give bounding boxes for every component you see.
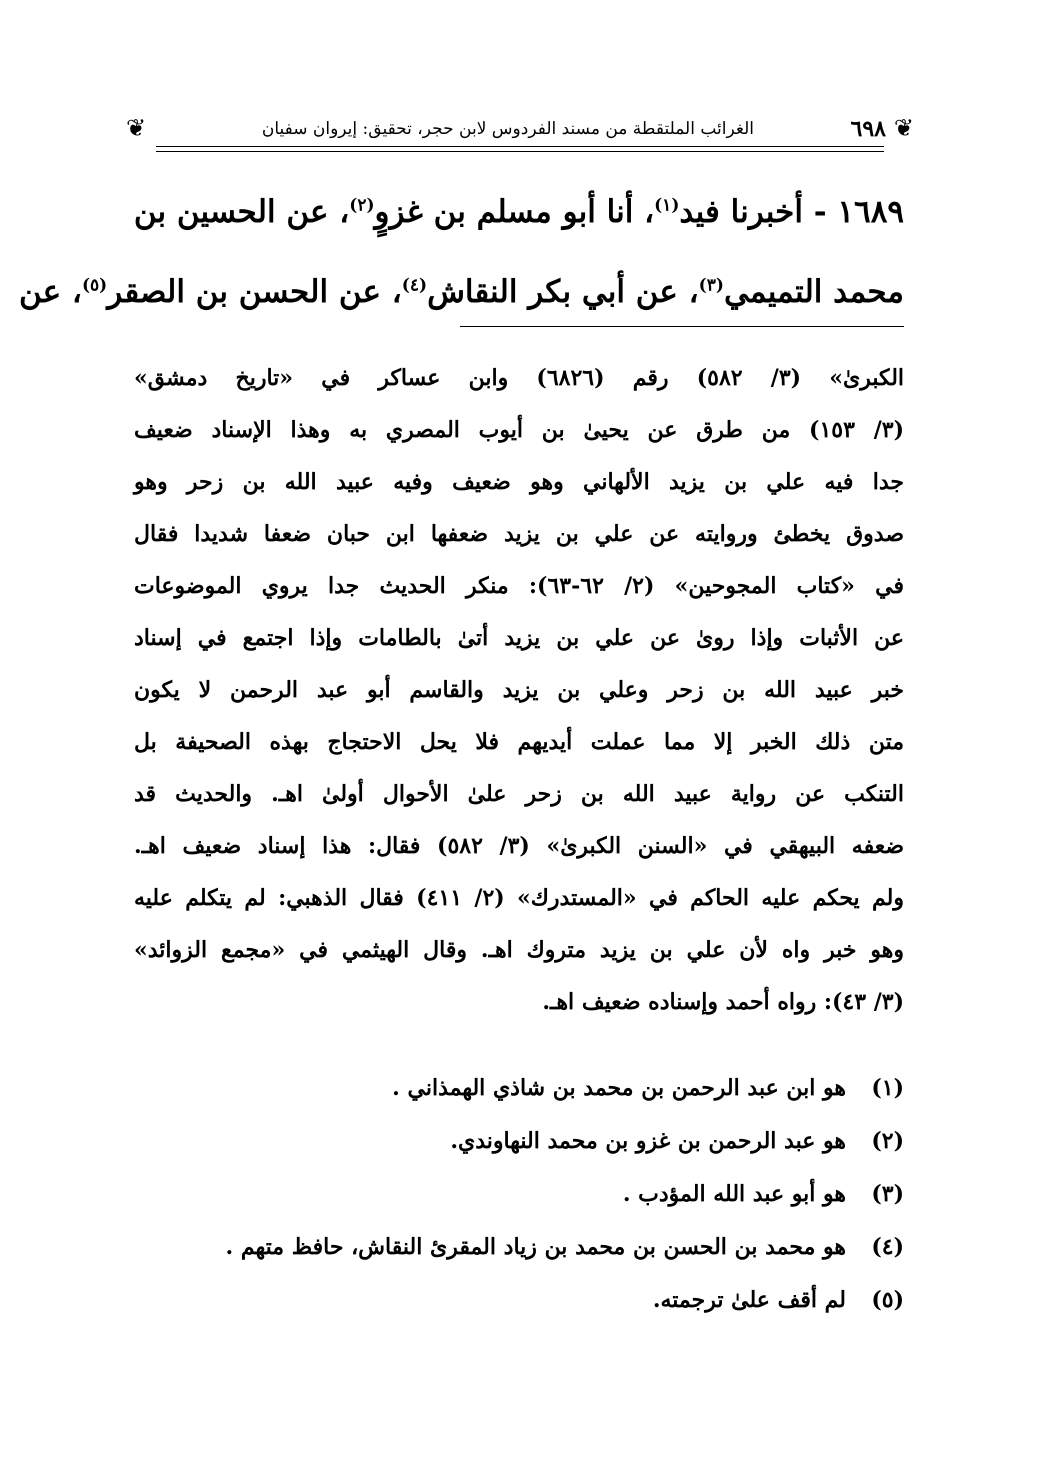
continuation-line: ضعفه البيهقي في «السنن الكبرىٰ» (٣/ ٥٨٢) فقال: هذا إسناد ضعيف اهـ. <box>134 833 904 859</box>
hadith-text <box>19 172 904 332</box>
hadith-text-segment: ١٦٨٩ - أخبرنا فيد <box>679 194 904 230</box>
running-title: الغرائب الملتقطة من مسند الفردوس لابن حجر، تحقيق: إيروان سفيان <box>261 119 754 139</box>
footnote-number: (٢) <box>871 1128 904 1154</box>
header-rule <box>156 146 884 147</box>
continuation-line: صدوق يخطئ وروايته عن علي بن يزيد ضعفها ابن حبان ضعفا شديدا فقال <box>134 521 904 547</box>
footnote-number: (٣) <box>871 1181 904 1207</box>
footnote-number: (١) <box>871 1075 904 1101</box>
continuation-line: متن ذلك الخبر إلا مما عملت أيديهم فلا يحل الاحتجاج بهذه الصحيفة بل <box>134 729 904 755</box>
hadith-line <box>134 172 904 252</box>
footnote-marker: (١) <box>654 195 680 216</box>
continuation-line: وهو خبر واه لأن علي بن يزيد متروك اهـ. وقال الهيثمي في «مجمع الزوائد» <box>134 937 904 963</box>
footnote-item <box>134 1221 904 1274</box>
continuation-line: الكبرىٰ» (٣/ ٥٨٢) رقم (٦٨٢٦) وابن عساكر في «تاريخ دمشق» <box>134 365 905 391</box>
footnote-continuation <box>134 352 904 1028</box>
continuation-line: (٣/ ١٥٣) من طرق عن يحيىٰ بن أيوب المصري به وهذا الإسناد ضعيف <box>134 417 904 443</box>
continuation-line: جدا فيه علي بن يزيد الألهاني وهو ضعيف وفيه عبيد الله بن زحر وهو <box>134 469 904 495</box>
continuation-line: عن الأثبات وإذا روىٰ عن علي بن يزيد أتىٰ بالطامات وإذا اجتمع في إسناد <box>134 625 904 651</box>
footnote-text: هو ابن عبد الرحمن بن محمد بن شاذي الهمذاني . <box>392 1075 846 1101</box>
hadith-text-segment: محمد التميمي <box>723 274 904 310</box>
footnote-marker: (٣) <box>698 275 724 296</box>
hadith-text-segment: ، أنا أبو مسلم بن غزوٍ <box>374 194 655 230</box>
hadith-line <box>19 252 904 332</box>
hadith-text-segment: ، عن الحسين بن <box>133 194 350 230</box>
page-number: ٦٩٨ <box>850 116 886 142</box>
continuation-line: ولم يحكم عليه الحاكم في «المستدرك» (٢/ ٤١١) فقال الذهبي: لم يتكلم عليه <box>134 885 904 911</box>
running-header <box>126 112 914 158</box>
footnote-marker: (٢) <box>349 195 375 216</box>
footnote-item <box>134 1062 904 1115</box>
footnote-text: هو محمد بن الحسن بن محمد بن زياد المقرئ النقاش، حافظ متهم . <box>225 1234 846 1260</box>
footnote-number: (٥) <box>871 1287 904 1313</box>
footnote-item <box>134 1168 904 1221</box>
footnote-number: (٤) <box>871 1234 904 1260</box>
continuation-line: في «كتاب المجوحين» (٢/ ٦٢-٦٣): منكر الحديث جدا يروي الموضوعات <box>134 573 904 599</box>
footnotes <box>134 1062 904 1327</box>
header-rule <box>156 151 884 152</box>
floral-ornament-icon: ❦ <box>126 114 147 142</box>
footnote-marker: (٤) <box>401 275 428 296</box>
footnote-text: لم أقف علىٰ ترجمته. <box>652 1287 846 1313</box>
footnote-item <box>134 1274 904 1327</box>
continuation-line: (٣/ ٤٣): رواه أحمد وإسناده ضعيف اهـ. <box>542 989 904 1015</box>
continuation-line: خبر عبيد الله بن زحر وعلي بن يزيد والقاسم أبو عبد الرحمن لا يكون <box>134 677 904 703</box>
hadith-text-segment: ، عن أبي بكر النقاش <box>427 274 699 310</box>
floral-ornament-icon: ❦ <box>893 114 914 142</box>
footnote-text: هو أبو عبد الله المؤدب . <box>622 1181 846 1207</box>
footnote-item <box>134 1115 904 1168</box>
hadith-text-segment: ، عن <box>19 274 82 310</box>
footnote-text: هو عبد الرحمن بن غزو بن محمد النهاوندي. <box>450 1128 846 1154</box>
continuation-line: التنكب عن رواية عبيد الله بن زحر علىٰ الأحوال أولىٰ اهـ. والحديث قد <box>134 781 904 807</box>
footnote-separator <box>460 326 904 327</box>
hadith-text-segment: ، عن الحسن بن الصقر <box>107 274 402 310</box>
footnote-marker: (٥) <box>81 275 108 296</box>
